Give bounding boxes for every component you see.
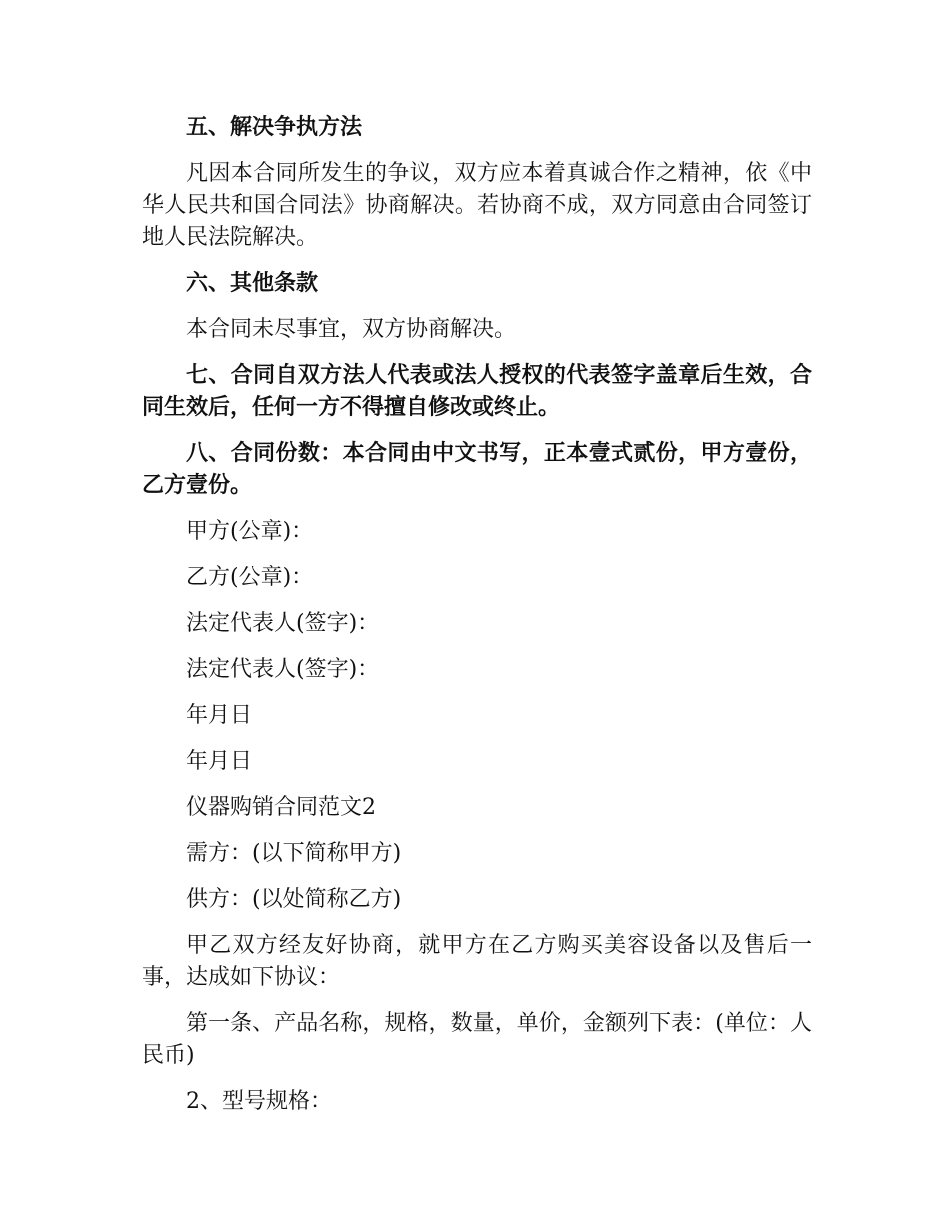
section-heading-other-terms: 六、其他条款 (186, 271, 319, 296)
date-line-2: 年月日 (186, 749, 253, 774)
supplier-line: 供方：(以处简称乙方) (186, 887, 402, 912)
agreement-intro: 甲乙双方经友好协商，就甲方在乙方购买美容设备以及售后一事，达成如下协议： (142, 933, 812, 990)
section-heading-dispute: 五、解决争执方法 (186, 115, 363, 140)
paragraph-dispute-text: 凡因本合同所发生的争议，双方应本着真诚合作之精神，依《中华人民共和国合同法》协商解决。若协商不成，双方同意由合同签订地人民法院解决。 (142, 161, 812, 250)
model-spec-line: 2、型号规格： (186, 1089, 332, 1114)
legal-rep-signature-line-1: 法定代表人(签字)： (186, 611, 380, 636)
date-line-1: 年月日 (186, 703, 253, 728)
section-heading-copies: 八、合同份数：本合同由中文书写，正本壹式贰份，甲方壹份，乙方壹份。 (142, 441, 812, 498)
party-a-seal-line: 甲方(公章)： (186, 519, 314, 544)
legal-rep-signature-line-2: 法定代表人(签字)： (186, 657, 380, 682)
article-1-text: 第一条、产品名称，规格，数量，单价，金额列下表：(单位：人民币) (142, 1011, 812, 1068)
paragraph-other-terms-text: 本合同未尽事宜，双方协商解决。 (186, 317, 517, 342)
document-body (142, 112, 812, 1118)
section-heading-effectiveness: 七、合同自双方法人代表或法人授权的代表签字盖章后生效，合同生效后，任何一方不得擅自修改或终止。 (142, 363, 812, 420)
buyer-line: 需方：(以下简称甲方) (186, 841, 402, 866)
party-b-seal-line: 乙方(公章)： (186, 565, 314, 590)
contract-title-2: 仪器购销合同范文2 (186, 795, 376, 820)
